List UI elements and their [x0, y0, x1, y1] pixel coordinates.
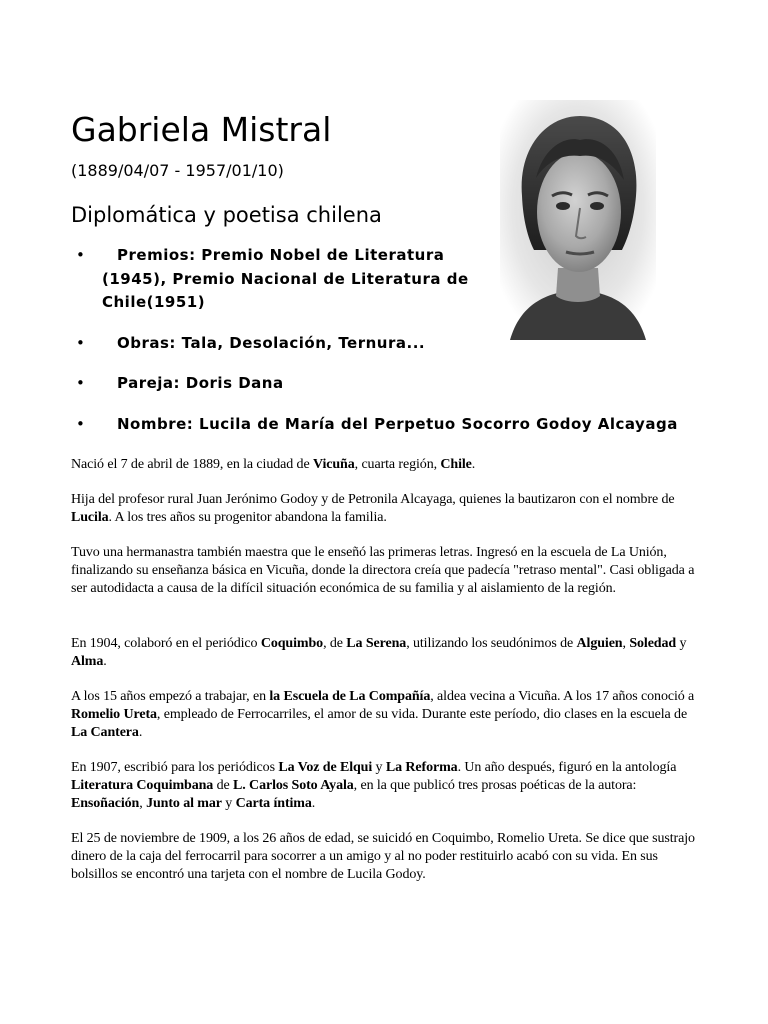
paragraph-pseudonyms: En 1904, colaboró en el periódico Coquimbo, de La Serena, utilizando los seudónimos de Alguien, Soledad y Alma. — [71, 636, 687, 669]
paragraph-work: A los 15 años empezó a trabajar, en la Escuela de La Compañía, aldea vecina a Vicuña. A los 17 años conoció a Romelio Ureta, empleado de Ferrocarriles, el amor de su vida. Durante este período, dio clases en la escuela de La Cantera. — [71, 689, 695, 740]
bullet: • — [76, 374, 86, 392]
bold-term: Literatura Coquimbana — [71, 778, 214, 793]
bold-term: Vicuña — [312, 457, 355, 472]
fact-fullname — [76, 413, 716, 437]
bold-term: Junto al mar — [146, 796, 222, 811]
bold-term: La Reforma — [385, 760, 458, 775]
bullet: • — [76, 246, 86, 264]
portrait-eye-left — [556, 202, 570, 210]
bold-term: La Voz de Elqui — [278, 760, 373, 775]
fact-text: Premios: Premio Nobel de Literatura (1945), Premio Nacional de Literatura de Chile(1951) — [102, 246, 469, 311]
bold-term: Ensoñación — [71, 796, 140, 811]
fact-text: Obras: Tala, Desolación, Ternura... — [117, 333, 426, 352]
bold-term: Carta íntima — [235, 796, 312, 811]
life-dates: (1889/04/07 - 1957/01/10) — [71, 161, 284, 180]
paragraph-education: Tuvo una hermanastra también maestra que le enseñó las primeras letras. Ingresó en la escuela de La Unión, finalizando su enseñanza básica en Vicuña, donde la directora creía que padecía "retraso mental". Casi obligada a ser autodidacta a causa de la difícil situación económica de su familia y al aislamiento de la región. — [71, 545, 695, 596]
paragraph-parents: Hija del profesor rural Juan Jerónimo Godoy y de Petronila Alcayaga, quienes la bautizaron con el nombre de Lucila. A los tres años su progenitor abandona la familia. — [71, 492, 675, 525]
fact-text: Pareja: Doris Dana — [117, 374, 284, 392]
bold-term: la Escuela de La Compañía — [269, 689, 431, 704]
fact-works — [76, 332, 716, 356]
fact-text: Nombre: Lucila de María del Perpetuo Socorro Godoy Alcayaga — [117, 414, 678, 433]
bold-term: Lucila — [71, 510, 109, 525]
paragraph-publications: En 1907, escribió para los periódicos La Voz de Elqui y La Reforma. Un año después, figuró en la antología Literatura Coquimbana de L. Carlos Soto Ayala, en la que publicó tres prosas poéticas de la autora: Ensoñación, Junto al mar y Carta íntima. — [71, 760, 677, 811]
bold-term: Alguien — [576, 636, 623, 651]
bold-term: Romelio Ureta — [71, 707, 157, 722]
paragraph-ureta: El 25 de noviembre de 1909, a los 26 años de edad, se suicidó en Coquimbo, Romelio Ureta. Se dice que sustrajo dinero de la caja del ferrocarril para socorrer a un amigo y al no poder restituirlo acabó con su vida. En sus bolsillos se encontró una tarjeta con el nombre de Lucila Godoy. — [71, 831, 695, 882]
paragraph-birth: Nació el 7 de abril de 1889, en la ciudad de Vicuña, cuarta región, Chile. — [71, 457, 476, 472]
portrait-eye-right — [590, 202, 604, 210]
bullet: • — [76, 414, 86, 433]
bold-term: La Cantera — [71, 725, 139, 740]
bold-term: Coquimbo — [260, 636, 324, 651]
fact-partner — [76, 372, 716, 396]
biography-body — [71, 456, 701, 901]
bold-term: La Serena — [346, 636, 407, 651]
facts-list — [76, 244, 716, 453]
bold-term: Soledad — [629, 636, 677, 651]
page-subtitle: Diplomática y poetisa chilena — [71, 203, 382, 227]
bold-term: Alma — [71, 654, 104, 669]
page-title: Gabriela Mistral — [71, 110, 332, 149]
bold-term: L. Carlos Soto Ayala — [233, 778, 354, 793]
fact-awards — [76, 244, 716, 315]
bold-term: Chile — [440, 457, 472, 472]
bullet: • — [76, 333, 86, 352]
